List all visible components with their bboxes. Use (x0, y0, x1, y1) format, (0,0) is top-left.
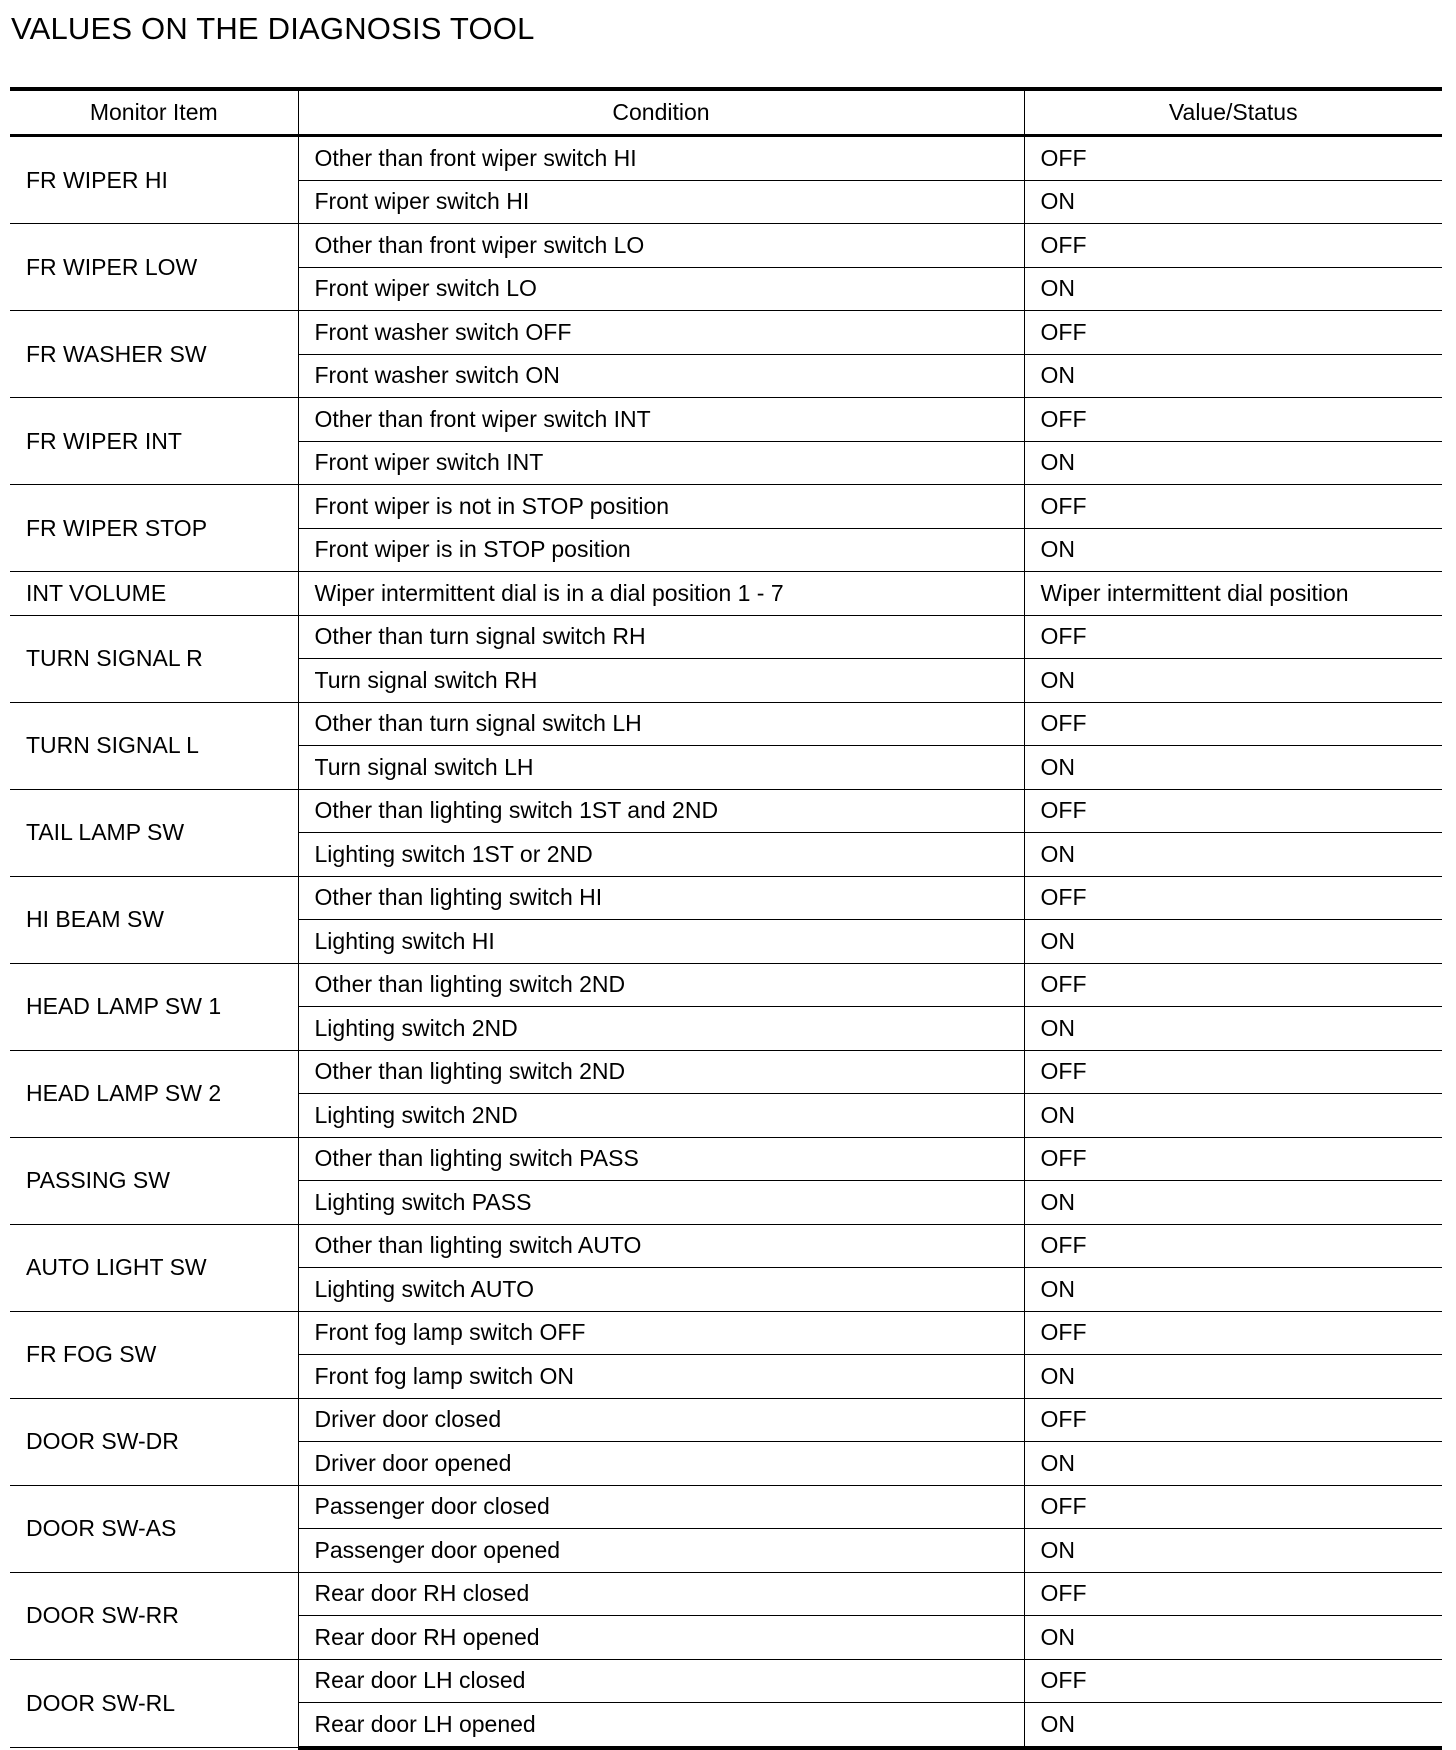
condition-cell: Lighting switch HI (298, 920, 1024, 964)
condition-cell: Turn signal switch LH (298, 746, 1024, 790)
monitor-item-cell: FR WIPER INT (10, 398, 298, 485)
table-body (10, 136, 1442, 1748)
monitor-item-cell: HEAD LAMP SW 1 (10, 963, 298, 1050)
condition-cell: Other than front wiper switch HI (298, 136, 1024, 181)
table-row (10, 136, 1442, 181)
table-row (10, 1224, 1442, 1268)
value-status-cell: OFF (1024, 789, 1442, 833)
condition-cell: Other than turn signal switch LH (298, 702, 1024, 746)
table-row (10, 615, 1442, 659)
condition-cell: Lighting switch 2ND (298, 1007, 1024, 1051)
condition-cell: Other than front wiper switch INT (298, 398, 1024, 442)
value-status-cell: ON (1024, 659, 1442, 703)
table-row (10, 1050, 1442, 1094)
condition-cell: Lighting switch 1ST or 2ND (298, 833, 1024, 877)
table-row (10, 398, 1442, 442)
monitor-item-cell: AUTO LIGHT SW (10, 1224, 298, 1311)
value-status-cell: OFF (1024, 1311, 1442, 1355)
value-status-cell: ON (1024, 1703, 1442, 1748)
value-status-cell: ON (1024, 1442, 1442, 1486)
value-status-cell: OFF (1024, 1137, 1442, 1181)
page-title: VALUES ON THE DIAGNOSIS TOOL (11, 11, 535, 46)
condition-cell: Passenger door opened (298, 1529, 1024, 1573)
value-status-cell: OFF (1024, 876, 1442, 920)
value-status-cell: OFF (1024, 615, 1442, 659)
condition-cell: Other than front wiper switch LO (298, 224, 1024, 268)
value-status-cell: ON (1024, 1268, 1442, 1312)
condition-cell: Driver door closed (298, 1398, 1024, 1442)
value-status-cell: OFF (1024, 398, 1442, 442)
table-row (10, 311, 1442, 355)
value-status-cell: OFF (1024, 485, 1442, 529)
condition-cell: Turn signal switch RH (298, 659, 1024, 703)
table-row (10, 1137, 1442, 1181)
condition-cell: Other than lighting switch PASS (298, 1137, 1024, 1181)
value-status-cell: ON (1024, 528, 1442, 572)
monitor-item-cell: FR WASHER SW (10, 311, 298, 398)
monitor-item-cell: INT VOLUME (10, 572, 298, 616)
value-status-cell: OFF (1024, 1572, 1442, 1616)
table-row (10, 1485, 1442, 1529)
value-status-cell: ON (1024, 354, 1442, 398)
monitor-item-cell: DOOR SW-DR (10, 1398, 298, 1485)
monitor-item-cell: PASSING SW (10, 1137, 298, 1224)
table-row (10, 1398, 1442, 1442)
condition-cell: Lighting switch AUTO (298, 1268, 1024, 1312)
condition-cell: Other than turn signal switch RH (298, 615, 1024, 659)
value-status-cell: OFF (1024, 1224, 1442, 1268)
value-status-cell: ON (1024, 1529, 1442, 1573)
condition-cell: Front fog lamp switch ON (298, 1355, 1024, 1399)
condition-cell: Front wiper switch HI (298, 180, 1024, 224)
value-status-cell: ON (1024, 920, 1442, 964)
value-status-cell: ON (1024, 833, 1442, 877)
value-status-cell: OFF (1024, 1485, 1442, 1529)
condition-cell: Other than lighting switch HI (298, 876, 1024, 920)
value-status-cell: OFF (1024, 1659, 1442, 1703)
condition-cell: Driver door opened (298, 1442, 1024, 1486)
column-header-condition: Condition (298, 89, 1024, 136)
table-row (10, 572, 1442, 616)
table-row (10, 1311, 1442, 1355)
value-status-cell: ON (1024, 441, 1442, 485)
condition-cell: Front fog lamp switch OFF (298, 1311, 1024, 1355)
table-row (10, 963, 1442, 1007)
condition-cell: Front wiper is not in STOP position (298, 485, 1024, 529)
value-status-cell: OFF (1024, 1398, 1442, 1442)
condition-cell: Rear door LH closed (298, 1659, 1024, 1703)
monitor-item-cell: FR FOG SW (10, 1311, 298, 1398)
condition-cell: Passenger door closed (298, 1485, 1024, 1529)
value-status-cell: ON (1024, 1094, 1442, 1138)
column-header-monitor-item: Monitor Item (10, 89, 298, 136)
value-status-cell: ON (1024, 1616, 1442, 1660)
value-status-cell: OFF (1024, 224, 1442, 268)
table-row (10, 702, 1442, 746)
monitor-item-cell: HI BEAM SW (10, 876, 298, 963)
monitor-item-cell: TURN SIGNAL L (10, 702, 298, 789)
monitor-item-cell: TAIL LAMP SW (10, 789, 298, 876)
table-row (10, 1572, 1442, 1616)
monitor-item-cell: DOOR SW-RR (10, 1572, 298, 1659)
condition-cell: Rear door RH opened (298, 1616, 1024, 1660)
diagnosis-values-table (10, 87, 1442, 1750)
monitor-item-cell: TURN SIGNAL R (10, 615, 298, 702)
value-status-cell: OFF (1024, 702, 1442, 746)
value-status-cell: OFF (1024, 963, 1442, 1007)
value-status-cell: ON (1024, 746, 1442, 790)
condition-cell: Lighting switch PASS (298, 1181, 1024, 1225)
table-row (10, 224, 1442, 268)
monitor-item-cell: DOOR SW-AS (10, 1485, 298, 1572)
condition-cell: Other than lighting switch 2ND (298, 963, 1024, 1007)
value-status-cell: OFF (1024, 1050, 1442, 1094)
condition-cell: Other than lighting switch AUTO (298, 1224, 1024, 1268)
table-row (10, 1659, 1442, 1703)
table-header-row (10, 89, 1442, 136)
condition-cell: Front washer switch OFF (298, 311, 1024, 355)
value-status-cell: ON (1024, 267, 1442, 311)
value-status-cell: ON (1024, 1355, 1442, 1399)
value-status-cell: ON (1024, 1007, 1442, 1051)
condition-cell: Rear door LH opened (298, 1703, 1024, 1748)
table-row (10, 876, 1442, 920)
monitor-item-cell: DOOR SW-RL (10, 1659, 298, 1748)
condition-cell: Wiper intermittent dial is in a dial position 1 - 7 (298, 572, 1024, 616)
condition-cell: Front washer switch ON (298, 354, 1024, 398)
value-status-cell: Wiper intermittent dial position (1024, 572, 1442, 616)
value-status-cell: ON (1024, 180, 1442, 224)
condition-cell: Front wiper is in STOP position (298, 528, 1024, 572)
condition-cell: Rear door RH closed (298, 1572, 1024, 1616)
value-status-cell: OFF (1024, 136, 1442, 181)
monitor-item-cell: FR WIPER HI (10, 136, 298, 224)
column-header-value-status: Value/Status (1024, 89, 1442, 136)
value-status-cell: ON (1024, 1181, 1442, 1225)
table-row (10, 789, 1442, 833)
condition-cell: Other than lighting switch 2ND (298, 1050, 1024, 1094)
monitor-item-cell: FR WIPER LOW (10, 224, 298, 311)
condition-cell: Other than lighting switch 1ST and 2ND (298, 789, 1024, 833)
value-status-cell: OFF (1024, 311, 1442, 355)
monitor-item-cell: HEAD LAMP SW 2 (10, 1050, 298, 1137)
condition-cell: Front wiper switch LO (298, 267, 1024, 311)
condition-cell: Lighting switch 2ND (298, 1094, 1024, 1138)
monitor-item-cell: FR WIPER STOP (10, 485, 298, 572)
table-row (10, 485, 1442, 529)
condition-cell: Front wiper switch INT (298, 441, 1024, 485)
